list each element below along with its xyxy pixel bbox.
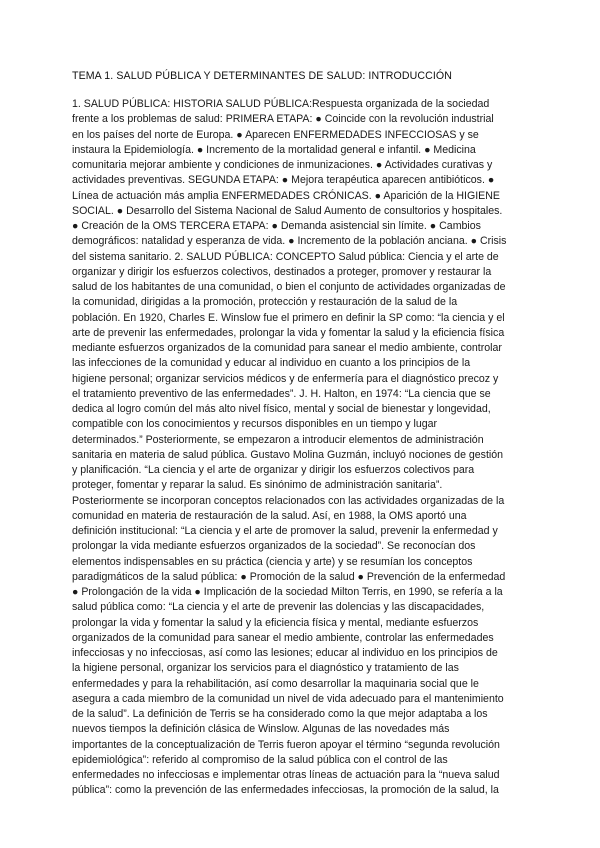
body-text-line: sanitaria en materia de salud pública. Gustavo Molina Guzmán, incluyó nociones de gestión (72, 448, 504, 461)
body-text-line: salud pública como: “La ciencia y el arte de prevenir las dolencias y las discapacidades, (72, 601, 485, 614)
body-text-line: la higiene personal, organizar los servicios para el diagnóstico y tratamiento de las (72, 662, 459, 675)
body-text-line: de la salud”. La definición de Terris se ha considerado como la que mejor adaptaba a los (72, 708, 488, 720)
body-text-line: actividades preventivas. SEGUNDA ETAPA: ● Mejora terapéutica aparecen antibióticos. ● (72, 174, 495, 187)
body-text-line: mediante esfuerzos organizados de la comunidad para sanear el medio ambiente, controlar (72, 342, 502, 354)
body-text-line: organizados de la comunidad para sanear el medio ambiente, controlar las enfermedades (72, 631, 494, 644)
body-text-line: población. En 1920, Charles E. Winslow fue el primero en definir la SP como: “la ciencia y el (72, 311, 505, 324)
body-text-line: elementos indispensables en su práctica (ciencia y arte) y se resumían los conceptos (72, 555, 473, 568)
body-text-line: Línea de actuación más amplia ENFERMEDADES CRÓNICAS. ● Aparición de la HIGIENE (72, 189, 500, 202)
body-text-line: frente a los problemas de salud: PRIMERA ETAPA: ● Coincide con la revolución industrial (72, 113, 494, 126)
body-text-line: higiene personal; organizar servicios médicos y de enfermería para el diagnóstico precoz y (72, 372, 499, 385)
body-text-line: organizar y dirigir los esfuerzos colectivos, destinados a proteger, promover y restaurar la (72, 265, 492, 278)
body-text-line: pública”: como la prevención de las enfermedades infecciosas, la promoción de la salud, la (72, 784, 499, 797)
body-text-line: prolongar la vida y fomentar la salud y la eficiencia física y mental, mediante esfuerzos (72, 616, 479, 629)
body-text-line: ● Creación de la OMS TERCERA ETAPA: ● Demanda asistencial sin límite. ● Cambios (72, 220, 481, 232)
body-text-line: la comunidad, dirigidas a la promoción, protección y restauración de la salud de la (72, 296, 458, 309)
body-text-line: dedica al logro común del más alto nivel físico, mental y social de bienestar y longevidad, (72, 403, 491, 415)
body-text-line: determinados.” Posteriormente, se empezaron a introducir elementos de administración (72, 433, 484, 446)
body-text-line: asegura a cada miembro de la comunidad un nivel de vida adecuado para el mantenimiento (72, 692, 504, 705)
document-title: TEMA 1. SALUD PÚBLICA Y DETERMINANTES DE SALUD: INTRODUCCIÓN (72, 70, 452, 82)
body-text-line: y planificación. “La ciencia y el arte de organizar y dirigir los esfuerzos colectivos para (72, 464, 475, 476)
body-text-line: prolongar la vida mediante esfuerzos organizados de la sociedad”. Se reconocían dos (72, 540, 476, 553)
body-text-line: en los países del norte de Europa. ● Aparecen ENFERMEDADES INFECCIOSAS y se (72, 128, 479, 141)
body-text-line: enfermedades y para la rehabilitación, así como desarrollar la maquinaria social que le (72, 677, 479, 690)
body-text-line: demográficos: natalidad y esperanza de vida. ● Incremento de la población anciana. ● Crisis (72, 235, 507, 248)
body-text-line: el tratamiento preventivo de las enfermedades”. J. H. Halton, en 1974: “La ciencia que se (72, 387, 491, 400)
body-text-line: comunitaria mejorar ambiente y condiciones de inmunizaciones. ● Actividades curativas y (72, 159, 493, 171)
body-text-line: arte de prevenir las enfermedades, prolongar la vida y fomentar la salud y la eficiencia física (72, 326, 505, 339)
body-text-line: comunidad en materia de restauración de la salud. Así, en 1988, la OMS aportó una (72, 509, 467, 522)
document-body (72, 97, 530, 799)
body-text-line: Posteriormente se incorporan conceptos relacionados con las actividades organizadas de la (72, 494, 505, 507)
body-text-line: paradigmáticos de la salud pública: ● Promoción de la salud ● Prevención de la enfermedad (72, 570, 506, 583)
body-text-line: compatible con los conocimientos y recursos disponibles en un tiempo y lugar (72, 418, 438, 431)
body-text-line: proteger, fomentar y reparar la salud. Es sinónimo de administración sanitaria”. (72, 479, 443, 492)
body-text-line: infecciosas y no infecciosas, así como las lesiones; educar al individuo en los principios de (72, 647, 498, 659)
body-text-line: ● Prolongación de la vida ● Implicación de la sociedad Milton Terris, en 1990, se refería a la (72, 586, 503, 598)
body-text-line: salud de los habitantes de una comunidad, o bien el conjunto de actividades organizadas de (72, 281, 506, 293)
body-text-line: epidemiológica”: referido al compromiso de la salud pública con el control de las (72, 753, 448, 766)
body-text-line: nuevos tiempos la definición clásica de Winslow. Algunas de las novedades más (72, 723, 450, 736)
body-text-line: del sistema sanitario. 2. SALUD PÚBLICA: CONCEPTO Salud pública: Ciencia y el arte de (72, 250, 499, 263)
body-text-line: 1. SALUD PÚBLICA: HISTORIA SALUD PÚBLICA:Respuesta organizada de la sociedad (72, 98, 490, 110)
body-text-line: definición institucional: “La ciencia y el arte de promover la salud, prevenir la enfermedad y (72, 525, 498, 537)
body-text-line: SOCIAL. ● Desarrollo del Sistema Nacional de Salud Aumento de consultorios y hospitales. (72, 204, 503, 217)
body-text-line: las infecciones de la comunidad y educar al individuo en cuanto a los principios de la (72, 357, 471, 370)
body-text-line: importantes de la conceptualización de Terris fueron apoyar el término “segunda revolución (72, 738, 500, 751)
body-text-line: enfermedades no infecciosas e implementar otras líneas de actuación para la “nueva salud (72, 769, 500, 781)
body-text-line: instaura la Epidemiología. ● Incremento de la mortalidad general e infantil. ● Medicina (72, 143, 476, 156)
